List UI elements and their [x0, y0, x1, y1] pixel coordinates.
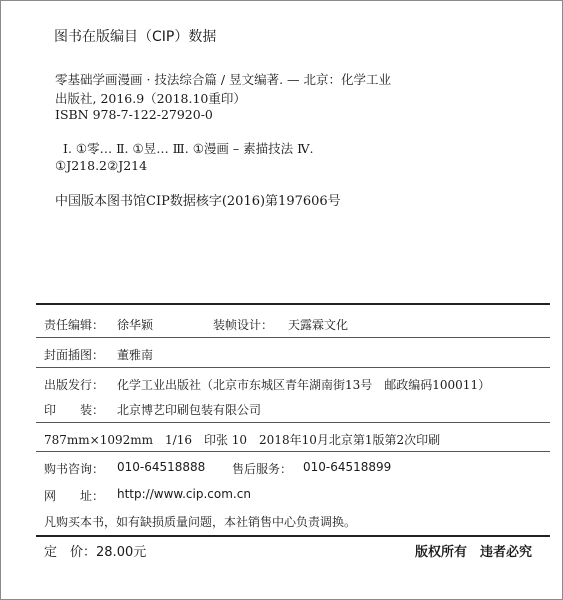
consult-value: 010-64518888	[117, 460, 206, 474]
cip-line-4: Ⅰ. ①零… Ⅱ. ①昱… Ⅲ. ①漫画 – 素描技法 Ⅳ.	[63, 141, 314, 156]
cip-line-5: ①J218.2②J214	[55, 158, 148, 173]
notice: 凡购买本书，如有缺损质量问题，本社销售中心负责调换。	[44, 515, 357, 529]
design-value: 天露霖文化	[288, 318, 349, 332]
spec-line: 787mm×1092mm 1/16 印张 10 2018年10月北京第1版第2次印刷	[44, 433, 441, 447]
cip-line-2: 出版社, 2016.9（2018.10重印）	[55, 91, 246, 106]
cip-line-3: ISBN 978-7-122-27920-0	[55, 107, 213, 122]
cover-value: 董雅南	[117, 348, 154, 362]
price	[44, 541, 146, 560]
service-label: 售后服务：	[232, 462, 293, 476]
cip-heading: 图书在版编目（CIP）数据	[54, 29, 217, 45]
service-value: 010-64518899	[303, 460, 392, 474]
cover-label: 封面插图：	[44, 348, 105, 362]
divider-bottom	[36, 535, 550, 537]
web-label: 网 址：	[44, 489, 105, 503]
consult-label: 购书咨询：	[44, 462, 105, 476]
print-label: 印 装：	[44, 403, 105, 417]
editor-value: 徐华颖	[117, 318, 154, 332]
rights-notice: 版权所有 违者必究	[415, 545, 533, 560]
publisher-value: 化学工业出版社（北京市东城区青年湖南街13号 邮政编码100011）	[117, 378, 491, 392]
publisher-label: 出版发行：	[44, 378, 105, 392]
divider	[36, 337, 550, 338]
divider-top	[36, 303, 550, 305]
design-label: 装帧设计：	[213, 318, 274, 332]
divider	[36, 451, 550, 452]
cip-line-1: 零基础学画漫画 · 技法综合篇 / 昱文编著. — 北京：化学工业	[55, 72, 391, 87]
price-value: 28.00元	[96, 545, 147, 560]
price-label: 定 价：	[44, 545, 97, 560]
divider	[36, 422, 550, 423]
divider	[36, 367, 550, 368]
editor-label: 责任编辑：	[44, 318, 105, 332]
web-link[interactable]: http://www.cip.com.cn	[117, 487, 251, 501]
print-value: 北京博艺印刷包装有限公司	[117, 403, 262, 417]
cip-number: 中国版本图书馆CIP数据核字(2016)第197606号	[55, 194, 341, 209]
